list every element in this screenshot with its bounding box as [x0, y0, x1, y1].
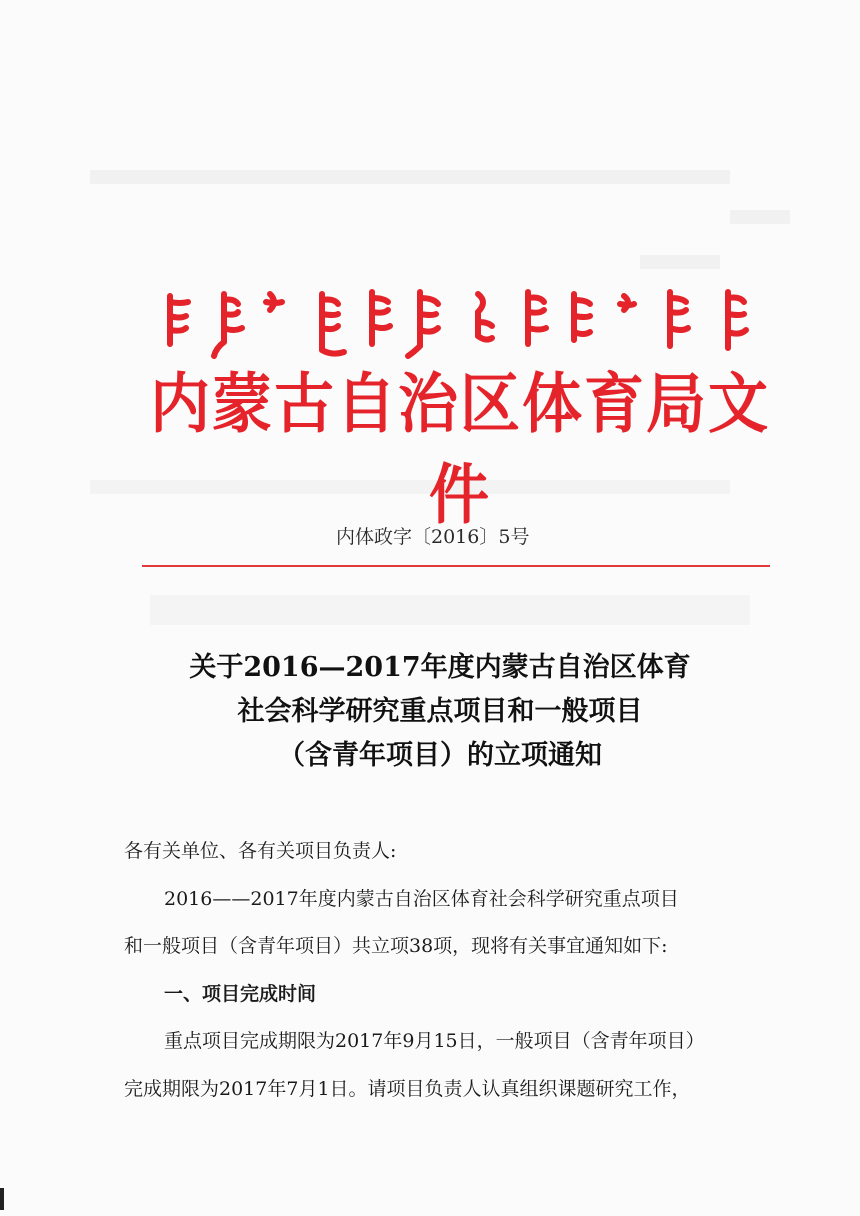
paragraph-line: 重点项目完成期限为2017年9月15日，一般项目（含青年项目）	[164, 1030, 705, 1052]
red-divider-line	[142, 565, 770, 567]
notice-title	[130, 646, 750, 778]
notice-body	[124, 828, 764, 1113]
paragraph-line: 2016——2017年度内蒙古自治区体育社会科学研究重点项目	[164, 887, 679, 910]
section-heading: 一、项目完成时间	[164, 982, 317, 1005]
paragraph-line: 和一般项目（含青年项目）共立项38项，现将有关事宜通知如下:	[124, 935, 668, 957]
bleed-through-line	[90, 170, 730, 184]
document-number: 内体政字〔2016〕5号	[336, 526, 530, 548]
notice-title-line: 关于2016—2017年度内蒙古自治区体育	[189, 652, 691, 683]
salutation: 各有关单位、各有关项目负责人:	[124, 840, 397, 862]
notice-title-line: 社会科学研究重点项目和一般项目	[237, 696, 643, 727]
mongolian-script-graphic	[162, 288, 762, 364]
bleed-through-line	[730, 210, 790, 224]
scan-edge-mark	[0, 1188, 4, 1210]
notice-title-line: （含青年项目）的立项通知	[278, 740, 602, 771]
bleed-through-line	[640, 255, 720, 269]
bleed-through-line	[150, 595, 750, 625]
mongolian-script-title	[162, 288, 762, 364]
paragraph-line: 完成期限为2017年7月1日。请项目负责人认真组织课题研究工作，	[124, 1077, 691, 1100]
masthead-title: 内蒙古自治区体育局文件	[150, 366, 770, 534]
